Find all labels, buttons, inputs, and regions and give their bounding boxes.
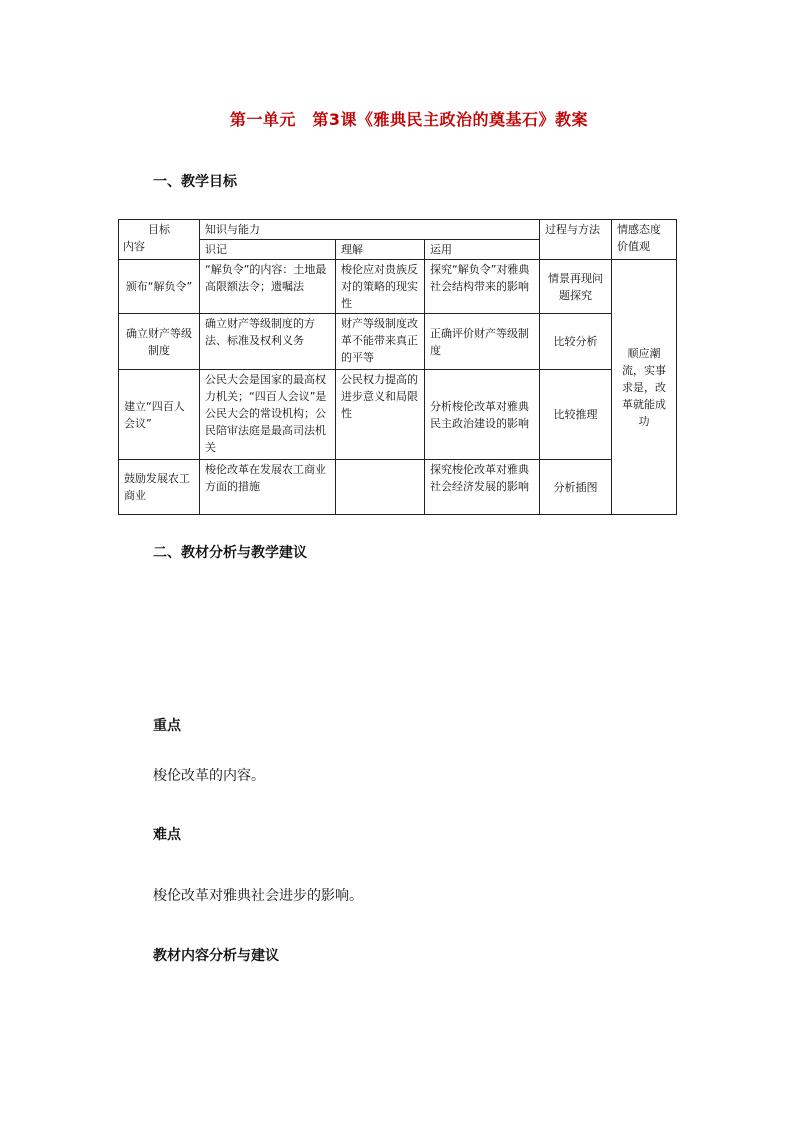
header-emotion-values: 情感态度价值观 bbox=[612, 220, 677, 260]
row-understand: 财产等级制度改革不能带来真正的平等 bbox=[336, 314, 425, 370]
row-memory: “解负令”的内容：土地最高限额法令；遗嘱法 bbox=[200, 260, 336, 314]
row-memory: 梭伦改革在发展农工商业方面的措施 bbox=[200, 460, 336, 515]
header-corner-bottom: 内容 bbox=[123, 240, 145, 253]
row-method: 比较推理 bbox=[540, 370, 612, 460]
header-corner-top: 目标 bbox=[148, 223, 170, 236]
header-apply: 运用 bbox=[425, 240, 540, 260]
row-method: 比较分析 bbox=[540, 314, 612, 370]
header-corner-cell bbox=[119, 220, 200, 260]
row-memory: 公民大会是国家的最高权力机关；“四百人会议”是公民大会的常设机构；公民陪审法庭是最高司法机关 bbox=[200, 370, 336, 460]
row-method: 分析插图 bbox=[540, 460, 612, 515]
header-memory: 识记 bbox=[200, 240, 336, 260]
header-understand: 理解 bbox=[336, 240, 425, 260]
row-understand: 梭伦应对贵族反对的策略的现实性 bbox=[336, 260, 425, 314]
section-heading-objectives: 一、教学目标 bbox=[153, 174, 237, 190]
row-method: 情景再现问题探究 bbox=[540, 260, 612, 314]
row-content: 确立财产等级制度 bbox=[119, 314, 200, 370]
row-apply: 探究梭伦改革对雅典社会经济发展的影响 bbox=[425, 460, 540, 515]
analysis-heading: 教材内容分析与建议 bbox=[153, 948, 279, 964]
difficulty-heading: 难点 bbox=[153, 827, 181, 843]
header-knowledge-ability: 知识与能力 bbox=[200, 220, 540, 240]
emotion-values-cell: 顺应潮流，实事求是，改革就能成功 bbox=[612, 260, 677, 515]
row-apply: 分析梭伦改革对雅典民主政治建设的影响 bbox=[425, 370, 540, 460]
header-process-method: 过程与方法 bbox=[540, 220, 612, 260]
row-understand: 公民权力提高的进步意义和局限性 bbox=[336, 370, 425, 460]
difficulty-text: 梭伦改革对雅典社会进步的影响。 bbox=[153, 888, 363, 904]
row-content: 建立“四百人会议” bbox=[119, 370, 200, 460]
row-apply: 正确评价财产等级制度 bbox=[425, 314, 540, 370]
row-apply: 探究“解负令”对雅典社会结构带来的影响 bbox=[425, 260, 540, 314]
key-point-heading: 重点 bbox=[153, 718, 181, 734]
key-point-text: 梭伦改革的内容。 bbox=[153, 768, 265, 784]
page-title: 第一单元 第3课《雅典民主政治的奠基石》教案 bbox=[229, 110, 589, 129]
objectives-table bbox=[118, 219, 677, 515]
row-content: 鼓励发展农工商业 bbox=[119, 460, 200, 515]
row-understand bbox=[336, 460, 425, 515]
row-memory: 确立财产等级制度的方法、标准及权利义务 bbox=[200, 314, 336, 370]
row-content: 颁布“解负令” bbox=[119, 260, 200, 314]
section-heading-analysis: 二、教材分析与教学建议 bbox=[153, 545, 307, 561]
